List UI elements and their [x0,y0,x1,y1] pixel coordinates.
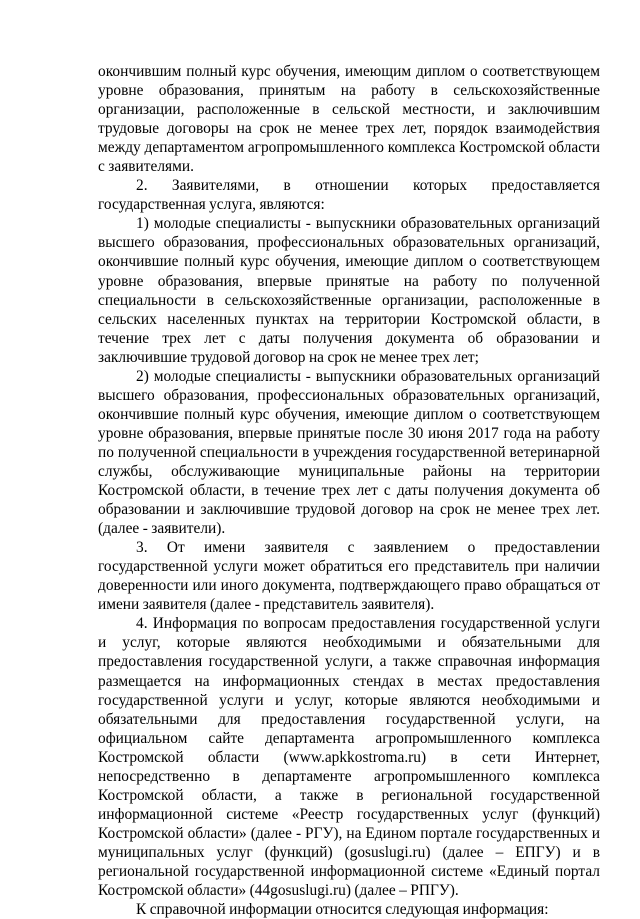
paragraph-4-information: 4. Информация по вопросам предоставления государственной услуги и услуг, которые являются необходимыми и обязательными для предоставления государственной услуги, а также справочная информация размещается на информационных стендах в местах предоставления государственной услуги и услуг, которые являются необходимыми и обязательными для предоставления государственной услуги, на официальном сайте департамента агропромышленного комплекса Костромской области (www.apkkostroma.ru) в сети Интернет, непосредственно в департаменте агропромышленного комплекса Костромской области, а также в региональной государственной информационной системе «Реестр государственных услуг (функций) Костромской области» (далее - РГУ), на Едином портале государственных и муниципальных услуг (функций) (gosuslugi.ru) (далее – ЕПГУ) и в региональной государственной информационной системе «Единый портал Костромской области» (44gosuslugi.ru) (далее – РПГУ). [98,615,600,900]
document-body [98,62,600,919]
paragraph-intro-continuation: окончившим полный курс обучения, имеющим диплом о соответствующем уровне образования, принятым на работу в сельскохозяйственные организации, расположенные в сельской местности, и заключившим трудовые договоры на срок не менее трех лет, порядок взаимодействия между департаментом агропромышленного комплекса Костромской области с заявителями. [98,63,600,176]
paragraph-item-1: 1) молодые специалисты - выпускники образовательных организаций высшего образования, профессиональных образовательных организаций, окончившие полный курс обучения, имеющие диплом о соответствующем уровне образования, впервые принятые на работу по полученной специальности в сельскохозяйственные организации, расположенные в сельских населенных пунктах на территории Костромской области, в течение трех лет с даты получения документа об образовании и заключившие трудовой договор на срок не менее трех лет; [98,215,600,366]
paragraph-2-applicants: 2. Заявителями, в отношении которых предоставляется государственная услуга, являются: [98,177,600,214]
paragraph-3-representative: 3. От имени заявителя с заявлением о предоставлении государственной услуги может обратиться его представитель при наличии доверенности или иного документа, подтверждающего право обращаться от имени заявителя (далее - представитель заявителя). [98,539,600,614]
paragraph-reference-info: К справочной информации относится следующая информация: [136,901,549,919]
paragraph-item-2: 2) молодые специалисты - выпускники образовательных организаций высшего образования, профессиональных образовательных организаций, окончившие полный курс обучения, имеющие диплом о соответствующем уровне образования, впервые принятые после 30 июня 2017 года на работу по полученной специальности в учреждения государственной ветеринарной службы, обслуживающие муниципальные районы на территории Костромской области, в течение трех лет с даты получения документа об образовании и заключившие трудовой договор на срок не менее трех лет. (далее - заявители). [98,367,600,538]
